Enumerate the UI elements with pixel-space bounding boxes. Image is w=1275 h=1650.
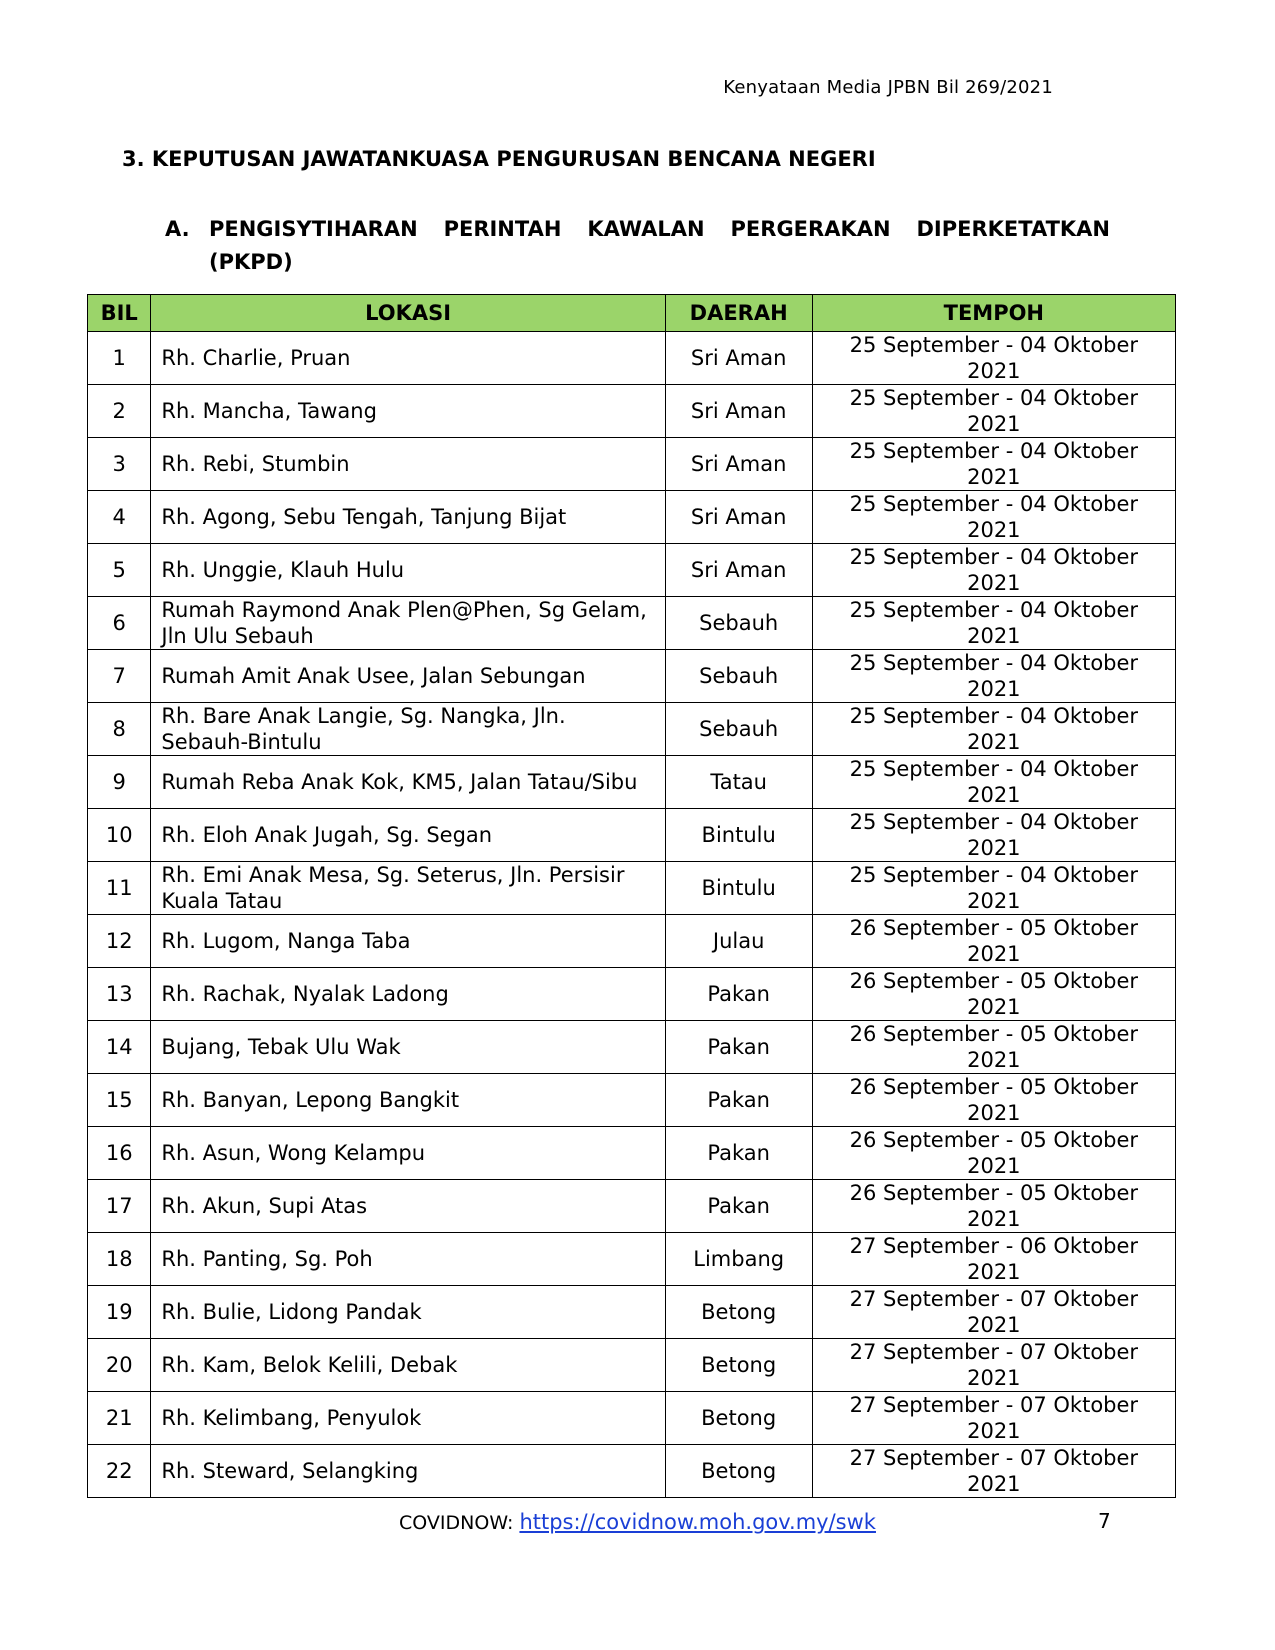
cell-daerah: Bintulu xyxy=(665,862,812,915)
table-row xyxy=(88,1021,1176,1074)
table-row xyxy=(88,650,1176,703)
header-lokasi: LOKASI xyxy=(151,295,665,332)
subsection-title xyxy=(165,213,1110,279)
cell-bil: 11 xyxy=(88,862,151,915)
table-row xyxy=(88,332,1176,385)
header-bil: BIL xyxy=(88,295,151,332)
cell-tempoh: 26 September - 05 Oktober 2021 xyxy=(812,1021,1175,1074)
table-row xyxy=(88,438,1176,491)
cell-bil: 15 xyxy=(88,1074,151,1127)
cell-tempoh: 25 September - 04 Oktober 2021 xyxy=(812,650,1175,703)
cell-tempoh: 25 September - 04 Oktober 2021 xyxy=(812,438,1175,491)
table-row xyxy=(88,756,1176,809)
cell-daerah: Sri Aman xyxy=(665,491,812,544)
cell-lokasi: Rh. Bare Anak Langie, Sg. Nangka, Jln. Sebauh-Bintulu xyxy=(151,703,665,756)
cell-lokasi: Rh. Kam, Belok Kelili, Debak xyxy=(151,1339,665,1392)
cell-bil: 4 xyxy=(88,491,151,544)
cell-tempoh: 25 September - 04 Oktober 2021 xyxy=(812,491,1175,544)
table-row xyxy=(88,1127,1176,1180)
cell-daerah: Bintulu xyxy=(665,809,812,862)
cell-bil: 9 xyxy=(88,756,151,809)
table-row xyxy=(88,1074,1176,1127)
cell-tempoh: 27 September - 07 Oktober 2021 xyxy=(812,1286,1175,1339)
cell-daerah: Pakan xyxy=(665,1180,812,1233)
table-row xyxy=(88,1339,1176,1392)
cell-daerah: Julau xyxy=(665,915,812,968)
header-daerah: DAERAH xyxy=(665,295,812,332)
cell-tempoh: 25 September - 04 Oktober 2021 xyxy=(812,862,1175,915)
subsection-title-line1: PENGISYTIHARAN PERINTAH KAWALAN PERGERAKAN DIPERKETATKAN xyxy=(209,217,1110,241)
cell-daerah: Sri Aman xyxy=(665,332,812,385)
cell-tempoh: 27 September - 07 Oktober 2021 xyxy=(812,1392,1175,1445)
cell-lokasi: Rh. Rebi, Stumbin xyxy=(151,438,665,491)
cell-lokasi: Rumah Amit Anak Usee, Jalan Sebungan xyxy=(151,650,665,703)
cell-daerah: Tatau xyxy=(665,756,812,809)
cell-tempoh: 25 September - 04 Oktober 2021 xyxy=(812,544,1175,597)
cell-bil: 17 xyxy=(88,1180,151,1233)
subsection-title-line2: (PKPD) xyxy=(209,250,293,274)
table-header-row xyxy=(88,295,1176,332)
cell-lokasi: Rumah Raymond Anak Plen@Phen, Sg Gelam, Jln Ulu Sebauh xyxy=(151,597,665,650)
cell-bil: 10 xyxy=(88,809,151,862)
cell-bil: 18 xyxy=(88,1233,151,1286)
table-row xyxy=(88,915,1176,968)
table-row xyxy=(88,385,1176,438)
cell-daerah: Betong xyxy=(665,1392,812,1445)
cell-daerah: Sebauh xyxy=(665,650,812,703)
cell-bil: 20 xyxy=(88,1339,151,1392)
subsection-text xyxy=(209,213,1110,279)
cell-tempoh: 26 September - 05 Oktober 2021 xyxy=(812,915,1175,968)
cell-daerah: Sebauh xyxy=(665,597,812,650)
cell-tempoh: 27 September - 06 Oktober 2021 xyxy=(812,1233,1175,1286)
cell-lokasi: Rumah Reba Anak Kok, KM5, Jalan Tatau/Sibu xyxy=(151,756,665,809)
cell-daerah: Sebauh xyxy=(665,703,812,756)
cell-lokasi: Rh. Charlie, Pruan xyxy=(151,332,665,385)
cell-tempoh: 27 September - 07 Oktober 2021 xyxy=(812,1339,1175,1392)
cell-tempoh: 25 September - 04 Oktober 2021 xyxy=(812,809,1175,862)
cell-daerah: Sri Aman xyxy=(665,544,812,597)
cell-lokasi: Rh. Mancha, Tawang xyxy=(151,385,665,438)
cell-lokasi: Rh. Bulie, Lidong Pandak xyxy=(151,1286,665,1339)
header-tempoh: TEMPOH xyxy=(812,295,1175,332)
cell-lokasi: Rh. Unggie, Klauh Hulu xyxy=(151,544,665,597)
cell-lokasi: Rh. Banyan, Lepong Bangkit xyxy=(151,1074,665,1127)
cell-bil: 14 xyxy=(88,1021,151,1074)
cell-daerah: Pakan xyxy=(665,968,812,1021)
cell-tempoh: 25 September - 04 Oktober 2021 xyxy=(812,597,1175,650)
document-reference: Kenyataan Media JPBN Bil 269/2021 xyxy=(723,77,1053,98)
cell-tempoh: 25 September - 04 Oktober 2021 xyxy=(812,332,1175,385)
table-row xyxy=(88,544,1176,597)
cell-bil: 6 xyxy=(88,597,151,650)
cell-lokasi: Bujang, Tebak Ulu Wak xyxy=(151,1021,665,1074)
cell-tempoh: 27 September - 07 Oktober 2021 xyxy=(812,1445,1175,1498)
cell-lokasi: Rh. Agong, Sebu Tengah, Tanjung Bijat xyxy=(151,491,665,544)
cell-daerah: Limbang xyxy=(665,1233,812,1286)
cell-daerah: Pakan xyxy=(665,1074,812,1127)
cell-lokasi: Rh. Eloh Anak Jugah, Sg. Segan xyxy=(151,809,665,862)
cell-bil: 13 xyxy=(88,968,151,1021)
cell-daerah: Sri Aman xyxy=(665,438,812,491)
footer xyxy=(0,1510,1275,1534)
table-row xyxy=(88,809,1176,862)
cell-bil: 8 xyxy=(88,703,151,756)
table-row xyxy=(88,597,1176,650)
cell-bil: 16 xyxy=(88,1127,151,1180)
cell-lokasi: Rh. Lugom, Nanga Taba xyxy=(151,915,665,968)
covidnow-link[interactable]: https://covidnow.moh.gov.my/swk xyxy=(519,1510,876,1534)
cell-bil: 21 xyxy=(88,1392,151,1445)
cell-lokasi: Rh. Kelimbang, Penyulok xyxy=(151,1392,665,1445)
table-row xyxy=(88,862,1176,915)
cell-bil: 19 xyxy=(88,1286,151,1339)
table-row xyxy=(88,1392,1176,1445)
table-row xyxy=(88,1180,1176,1233)
pkpd-table xyxy=(87,294,1176,1498)
section-title: 3. KEPUTUSAN JAWATANKUASA PENGURUSAN BENCANA NEGERI xyxy=(122,147,876,171)
cell-tempoh: 26 September - 05 Oktober 2021 xyxy=(812,968,1175,1021)
cell-tempoh: 26 September - 05 Oktober 2021 xyxy=(812,1180,1175,1233)
cell-lokasi: Rh. Akun, Supi Atas xyxy=(151,1180,665,1233)
cell-lokasi: Rh. Panting, Sg. Poh xyxy=(151,1233,665,1286)
page-number: 7 xyxy=(1098,1509,1111,1533)
table-body xyxy=(88,332,1176,1498)
cell-bil: 22 xyxy=(88,1445,151,1498)
cell-bil: 12 xyxy=(88,915,151,968)
cell-tempoh: 26 September - 05 Oktober 2021 xyxy=(812,1074,1175,1127)
cell-daerah: Pakan xyxy=(665,1021,812,1074)
table-row xyxy=(88,1286,1176,1339)
table-row xyxy=(88,1445,1176,1498)
table-row xyxy=(88,968,1176,1021)
cell-bil: 2 xyxy=(88,385,151,438)
cell-lokasi: Rh. Steward, Selangking xyxy=(151,1445,665,1498)
cell-bil: 1 xyxy=(88,332,151,385)
subsection-letter: A. xyxy=(165,217,190,241)
cell-daerah: Pakan xyxy=(665,1127,812,1180)
cell-daerah: Betong xyxy=(665,1286,812,1339)
table-row xyxy=(88,703,1176,756)
cell-daerah: Betong xyxy=(665,1445,812,1498)
cell-tempoh: 25 September - 04 Oktober 2021 xyxy=(812,756,1175,809)
cell-tempoh: 25 September - 04 Oktober 2021 xyxy=(812,385,1175,438)
cell-tempoh: 25 September - 04 Oktober 2021 xyxy=(812,703,1175,756)
table-row xyxy=(88,491,1176,544)
cell-lokasi: Rh. Emi Anak Mesa, Sg. Seterus, Jln. Persisir Kuala Tatau xyxy=(151,862,665,915)
cell-lokasi: Rh. Rachak, Nyalak Ladong xyxy=(151,968,665,1021)
footer-label: COVIDNOW: xyxy=(399,1512,520,1534)
cell-daerah: Betong xyxy=(665,1339,812,1392)
cell-bil: 3 xyxy=(88,438,151,491)
cell-bil: 7 xyxy=(88,650,151,703)
cell-tempoh: 26 September - 05 Oktober 2021 xyxy=(812,1127,1175,1180)
cell-bil: 5 xyxy=(88,544,151,597)
table-row xyxy=(88,1233,1176,1286)
cell-daerah: Sri Aman xyxy=(665,385,812,438)
cell-lokasi: Rh. Asun, Wong Kelampu xyxy=(151,1127,665,1180)
